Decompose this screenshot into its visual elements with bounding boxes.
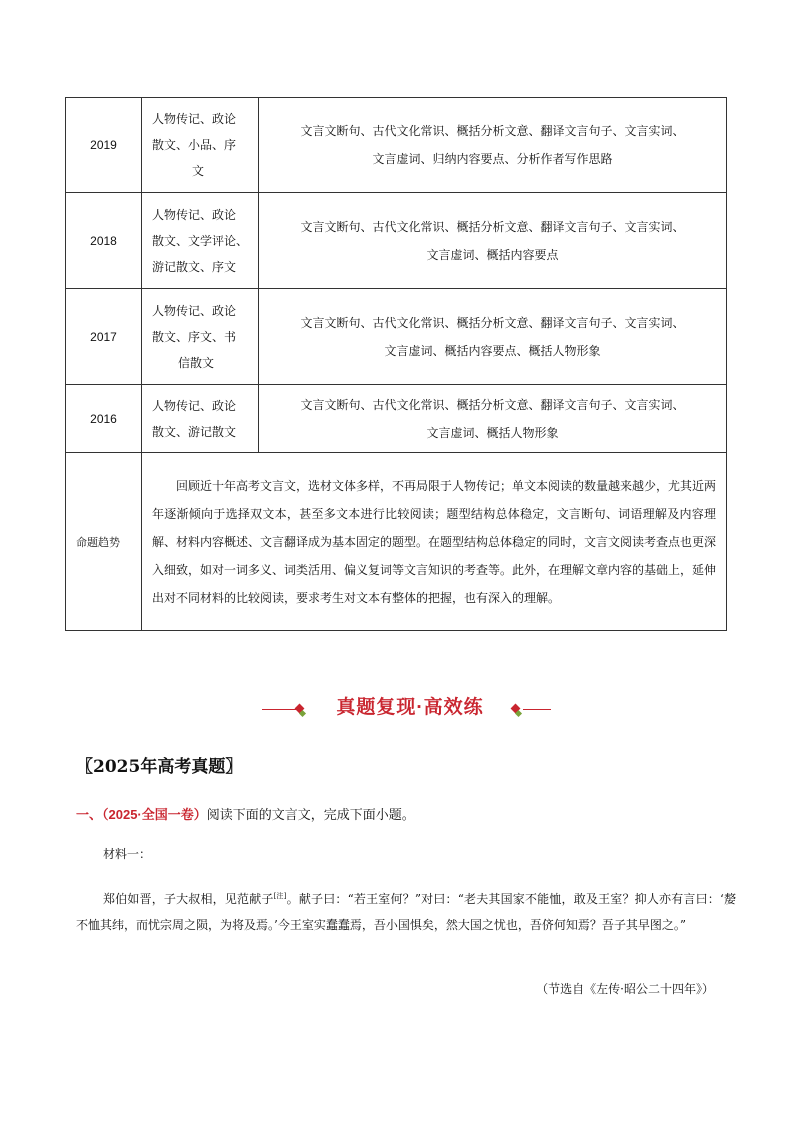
question-number: 一、 (76, 807, 103, 822)
year-cell: 2019 (66, 98, 142, 193)
genre-line: 散文、游记散文 (152, 424, 237, 439)
question-line (76, 804, 415, 823)
trend-row (66, 453, 727, 631)
table-row (66, 193, 727, 289)
genre-line: 文 (191, 164, 204, 178)
passage-text: 郑伯如晋，子大叔相，见范献子 (103, 892, 274, 906)
genre-line: 人物传记、政论 (152, 398, 237, 413)
passage (76, 883, 736, 938)
heading-rule-left (262, 709, 298, 710)
genre-line: 散文、文学评论、 (152, 233, 249, 248)
footnote-marker: [注] (273, 892, 287, 900)
content-line: 文言文断句、古代文化常识、概括分析文意、翻译文言句子、文言实词、 (300, 397, 685, 412)
genre-line: 人物传记、政论 (152, 112, 237, 126)
content-line: 文言虚词、概括内容要点、概括人物形象 (384, 343, 601, 358)
content-line: 文言虚词、概括人物形象 (426, 425, 559, 440)
content-line: 文言文断句、古代文化常识、概括分析文意、翻译文言句子、文言实词、 (300, 124, 685, 138)
genre-line: 散文、小品、序 (152, 138, 237, 152)
table-row (66, 289, 727, 385)
content-cell (259, 385, 727, 453)
content-line: 文言虚词、归纳内容要点、分析作者写作思路 (372, 152, 613, 166)
content-line: 文言文断句、古代文化常识、概括分析文意、翻译文言句子、文言实词、 (300, 315, 685, 330)
genre-cell (142, 385, 259, 453)
content-cell (259, 98, 727, 193)
content-cell (259, 289, 727, 385)
section-heading (0, 692, 794, 722)
content-cell (259, 193, 727, 289)
year-cell: 2016 (66, 385, 142, 453)
question-text: 阅读下面的文言文，完成下面小题。 (206, 807, 415, 822)
genre-line: 游记散文、序文 (152, 259, 237, 274)
trend-text: 回顾近十年高考文言文，选材文体多样，不再局限于人物传记；单文本阅读的数量越来越少，尤其近两年逐渐倾向于选择双文本，甚至多文本进行比较阅读；题型结构总体稳定，文言断句、词语理解及内容理解、材料内容概述、文言翻译成为基本固定的题型。在题型结构总体稳定的同时，文言文阅读考查点也更深入细致，如对一词多义、词类活用、偏义复词等文言知识的考查等。此外，在理解文章内容的基础上，延伸出对不同材料的比较阅读，要求考生对文本有整体的把握，也有深入的理解。 (152, 478, 717, 605)
genre-cell (142, 289, 259, 385)
content-line: 文言文断句、古代文化常识、概括分析文意、翻译文言句子、文言实词、 (300, 219, 685, 234)
table-row (66, 98, 727, 193)
genre-line: 信散文 (178, 355, 215, 370)
content-line: 文言虚词、概括内容要点 (426, 247, 559, 262)
table-row (66, 385, 727, 453)
passage-text: 。献子曰：“若王室何？”对曰：“老夫其国家不能恤，敢及王室？抑人亦有言曰：‘嫠不恤其纬，而忧宗周之陨，为将及焉。’今王室实蠢蠢焉，吾小国惧矣，然大国之忧也，吾侪何知焉？吾子其早图之。” (76, 892, 736, 932)
exam-analysis-table (65, 97, 727, 631)
heading-rule-right (523, 709, 551, 710)
year-cell: 2018 (66, 193, 142, 289)
passage-source: （节选自《左传·昭公二十四年》） (536, 982, 714, 996)
genre-line: 人物传记、政论 (152, 207, 237, 222)
diamond-ornament-icon (515, 710, 522, 717)
material-label: 材料一： (103, 847, 152, 861)
trend-cell (142, 453, 727, 631)
genre-line: 散文、序文、书 (152, 329, 237, 344)
section-title: 真题复现·高效练 (336, 697, 484, 718)
genre-cell (142, 98, 259, 193)
diamond-ornament-icon (299, 710, 306, 717)
year-cell: 2017 (66, 289, 142, 385)
question-source: （2025·全国一卷） (102, 807, 207, 822)
genre-line: 人物传记、政论 (152, 303, 237, 318)
trend-label: 命题趋势 (66, 453, 142, 631)
genre-cell (142, 193, 259, 289)
exam-title: 〖2025年高考真题〗 (76, 757, 243, 777)
